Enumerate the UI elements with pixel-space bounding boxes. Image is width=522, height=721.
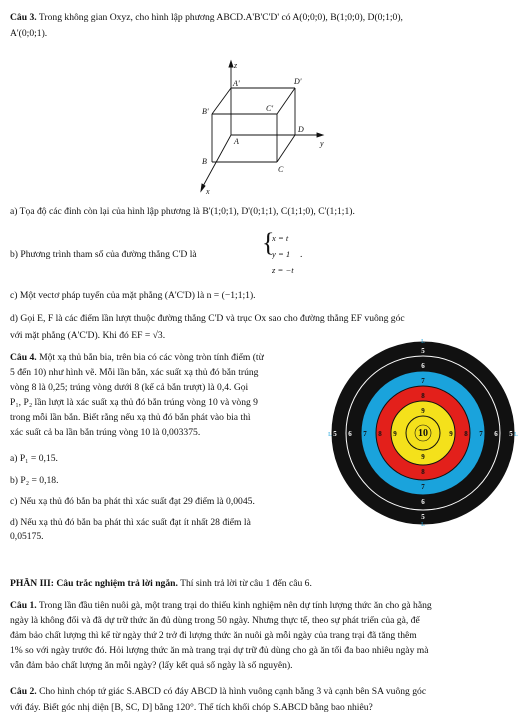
q4-line-5: xác suất cả ba lần bắn trúng vòng 10 là 0,003375.: [10, 427, 201, 438]
q3-b-eq1: x = t: [272, 233, 289, 243]
target-number-v-9: 5: [421, 513, 425, 521]
target-number-h-0: 5: [333, 430, 337, 438]
target-number-v-0: 5: [421, 347, 425, 355]
cube-label-y: y: [320, 139, 324, 148]
target-number-h-7: 8: [464, 430, 468, 438]
q4-label: Câu 4.: [10, 352, 37, 363]
p3q1-line1-text: Trong lần đầu tiên nuôi gà, một trang trại do thiếu kinh nghiệm nên dự tính lượng thức ăn cho gà hằng: [38, 600, 432, 611]
q4-line-0-text: Một xạ thủ bắn bia, trên bia có các vòng tròn tính điểm (từ: [39, 352, 264, 363]
q4-option-c: c) Nếu xạ thủ đó bắn ba phát thì xác suất đạt 29 điểm là 0,0045.: [10, 496, 255, 507]
part3-heading: [10, 578, 512, 590]
q3-b-eq2: y = 1: [272, 249, 291, 259]
q4-line-4: trong mỗi lần bắn. Biết rằng nếu xạ thủ đó bắn phát vào bia thì: [10, 412, 251, 423]
target-number-v-3: 8: [421, 392, 425, 400]
cube-label-D: D: [298, 125, 304, 134]
cube-label-D1: D': [294, 77, 302, 86]
q4-option-a: a) P₁ = 0,15.: [10, 453, 58, 464]
q4-line-0: [10, 352, 326, 364]
target-number-v-5: 9: [421, 453, 425, 461]
q4-option-b: b) P₂ = 0,18.: [10, 475, 59, 486]
q3-option-d-line1: d) Gọi E, F là các điểm lần lượt thuộc đường thẳng C'D và trục Ox sao cho đường thẳng EF vuông góc: [10, 313, 405, 324]
q3-intro-text: Trong không gian Oxyz, cho hình lập phương ABCD.A'B'C'D' có A(0;0;0), B(1;0;0), D(0;1;0),: [38, 12, 403, 23]
target-number-v-6: 8: [421, 468, 425, 476]
p3q1-line4: 1% so với ngày trước đó. Hỏi lượng thức ăn mà trang trại dự trữ đủ dùng cho gà ăn tối đa bao nhiêu ngày mà: [10, 645, 429, 656]
q4-line-3: P₁, P₂ lần lượt là xác suất xạ thủ đó bắn trúng vòng 10 và vòng 9: [10, 397, 258, 408]
part3-heading-bold: PHẦN III: Câu trắc nghiệm trả lời ngắn.: [10, 578, 178, 589]
cube-figure: [180, 58, 340, 198]
target-edge-mark-1: L: [421, 522, 425, 528]
target-number-h-6: 9: [449, 430, 453, 438]
q3-option-d-line2: với mặt phẳng (A'C'D). Khi đó EF = √3.: [10, 330, 166, 341]
cube-label-C: C: [278, 165, 284, 174]
target-number-v-8: 6: [421, 498, 425, 506]
p3q1-line5: vẫn đảm bảo chất lượng ăn mỗi ngày? (lấy kết quả số ngày là số nguyên).: [10, 660, 293, 671]
q4-line-2: vòng 8 là 0,25; trúng vòng dưới 8 (kể cả bắn trượt) là 0,4. Gọi: [10, 382, 249, 393]
cube-label-A: A: [234, 137, 239, 146]
q3-intro-line2: A'(0;0;1).: [10, 28, 48, 39]
target-number-v-2: 7: [421, 377, 425, 385]
q3-b-eq3: z = −t: [272, 265, 294, 275]
target-number-v-4: 9: [421, 407, 425, 415]
p3q1-label: Câu 1.: [10, 600, 37, 611]
target-number-h-10: 5: [509, 430, 513, 438]
cube-label-A1: A': [233, 79, 240, 88]
cube-label-z: z: [234, 61, 238, 70]
p3q2-line2: với đáy. Biết góc nhị diện [B, SC, D] bằng 120°. Thể tích khối chóp S.ABCD bằng bao nhiêu?: [10, 702, 373, 713]
target-edge-mark-2: L: [328, 432, 332, 438]
cube-label-B: B: [202, 157, 207, 166]
target-number-h-8: 7: [479, 430, 483, 438]
q4-line-1: 5 đến 10) như hình vẽ. Mỗi lần bắn, xác suất xạ thủ đó bắn trúng: [10, 367, 259, 378]
part3-heading-rest: Thí sinh trả lời từ câu 1 đến câu 6.: [177, 578, 312, 589]
q3-option-c: c) Một vectơ pháp tuyến của mặt phẳng (A'C'D) là n = (−1;1;1).: [10, 290, 256, 301]
p3q1-line1: [10, 600, 512, 612]
p3q2-label: Câu 2.: [10, 686, 37, 697]
q3-intro: [10, 12, 512, 24]
target-number-h-2: 7: [363, 430, 367, 438]
target-number-v-7: 7: [421, 483, 425, 491]
q4-option-d-line2: 0,05175.: [10, 531, 44, 542]
cube-label-C1: C': [266, 104, 274, 113]
system-brace: {: [262, 228, 275, 257]
q3-b-dot: .: [300, 249, 303, 260]
q3-option-a: a) Tọa độ các đỉnh còn lại của hình lập phương là B'(1;0;1), D'(0;1;1), C(1;1;0), C'(1;1;1).: [10, 206, 355, 217]
q3-label: Câu 3.: [10, 12, 37, 23]
target-edge-mark-0: L: [421, 339, 425, 345]
q4-option-d-line1: d) Nếu xạ thủ đó bắn ba phát thì xác suất đạt ít nhất 28 điểm là: [10, 517, 251, 528]
target-number-h-9: 6: [494, 430, 498, 438]
target-number-h-5: 10: [418, 428, 428, 439]
p3q1-line3: đảm bảo chất lượng thì kể từ ngày thứ 2 trở đi lượng thức ăn nuôi gà mỗi ngày của trang trại đã tăng thêm: [10, 630, 417, 641]
p3q2-line1: [10, 686, 512, 698]
target-number-h-4: 9: [393, 430, 397, 438]
q3-option-b: b) Phương trình tham số của đường thẳng C'D là: [10, 249, 197, 260]
target-edge-mark-3: L: [514, 432, 518, 438]
cube-label-x: x: [206, 187, 210, 196]
shooting-target: [328, 338, 518, 528]
p3q2-line1-text: Cho hình chóp tứ giác S.ABCD có đáy ABCD là hình vuông cạnh bằng 3 và cạnh bên SA vuông góc: [39, 686, 427, 697]
target-number-h-3: 8: [378, 430, 382, 438]
target-number-h-1: 6: [348, 430, 352, 438]
cube-label-B1: B': [202, 107, 209, 116]
p3q1-line2: ngày là không đổi và đã dự trữ thức ăn đủ dùng trong 50 ngày. Nhưng thực tế, theo sự phát triển của gà, để: [10, 615, 420, 626]
target-number-v-1: 6: [421, 362, 425, 370]
